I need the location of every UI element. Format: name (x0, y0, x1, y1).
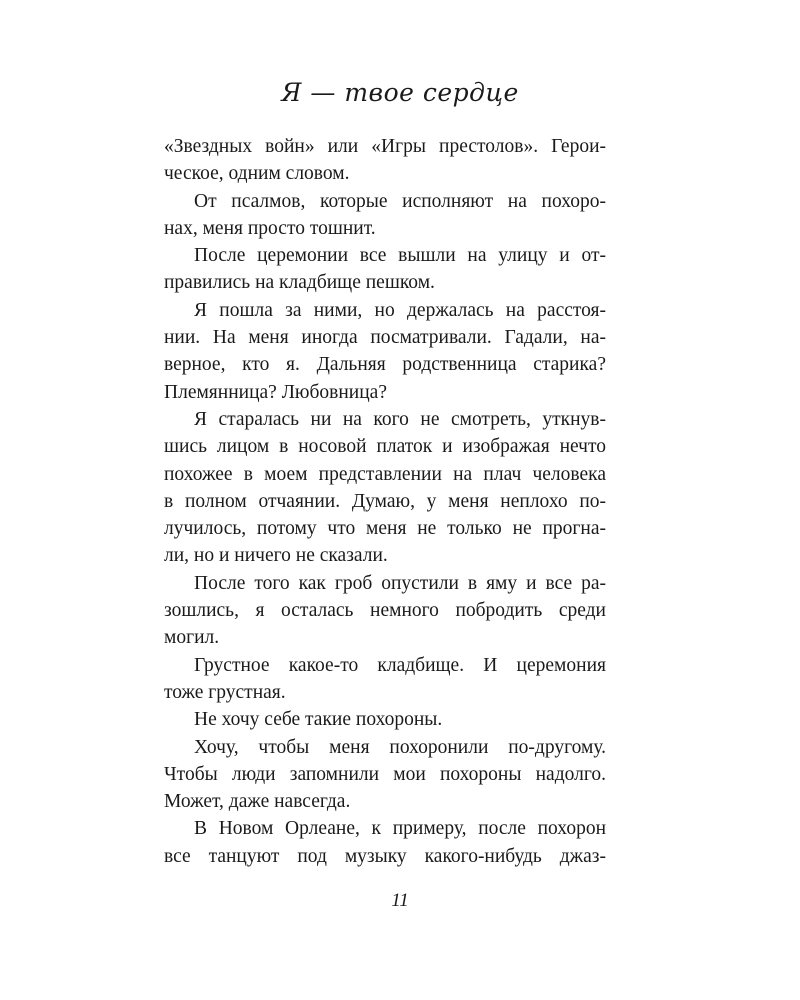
text-line: шись лицом в носовой платок и изображая нечто (164, 436, 606, 458)
text-line: Чтобы люди запомнили мои похороны надолго. (164, 763, 606, 785)
text-line: Может, даже навсегда. (164, 791, 351, 813)
page-number: 11 (391, 890, 409, 911)
text-line: После церемонии все вышли на улицу и от- (194, 245, 606, 267)
text-line: Грустное какое-то кладбище. И церемония (194, 654, 606, 676)
text-line: В Новом Орлеане, к примеру, после похорон (194, 818, 606, 840)
text-line: «Звездных войн» или «Игры престолов». Герои- (164, 136, 606, 157)
text-line: От псалмов, которые исполняют на похоро- (194, 190, 606, 212)
text-line: могил. (164, 627, 220, 649)
text-line: Хочу, чтобы меня похоронили по-другому. (194, 736, 606, 758)
running-title: Я — твое сердце (281, 78, 519, 107)
text-line: похожее в моем представлении на плач человека (164, 463, 606, 485)
text-line: лучилось, потому что меня не только не прогна- (164, 518, 606, 540)
text-line: тоже грустная. (164, 681, 286, 703)
text-line: Не хочу себе такие похороны. (194, 709, 443, 731)
text-line: Племянница? Любовница? (164, 381, 387, 403)
body-text (164, 133, 606, 870)
text-line: После того как гроб опустили в яму и все ра- (194, 572, 606, 594)
text-line: ческое, одним словом. (164, 163, 350, 185)
text-line: правились на кладбище пешком. (164, 272, 435, 294)
text-line: зошлись, я осталась немного побродить среди (164, 600, 606, 622)
text-line: нах, меня просто тошнит. (164, 217, 376, 239)
text-line: в полном отчаянии. Думаю, у меня неплохо по- (164, 490, 606, 512)
text-line: ли, но и ничего не сказали. (164, 545, 388, 567)
text-line: Я пошла за ними, но держалась на расстоя- (194, 299, 606, 321)
text-line: верное, кто я. Дальняя родственница старика? (164, 354, 606, 376)
text-line: нии. На меня иногда посматривали. Гадали, на- (164, 327, 606, 349)
text-line: все танцуют под музыку какого-нибудь джаз- (164, 845, 606, 867)
text-line: Я старалась ни на кого не смотреть, уткнув- (194, 408, 606, 430)
